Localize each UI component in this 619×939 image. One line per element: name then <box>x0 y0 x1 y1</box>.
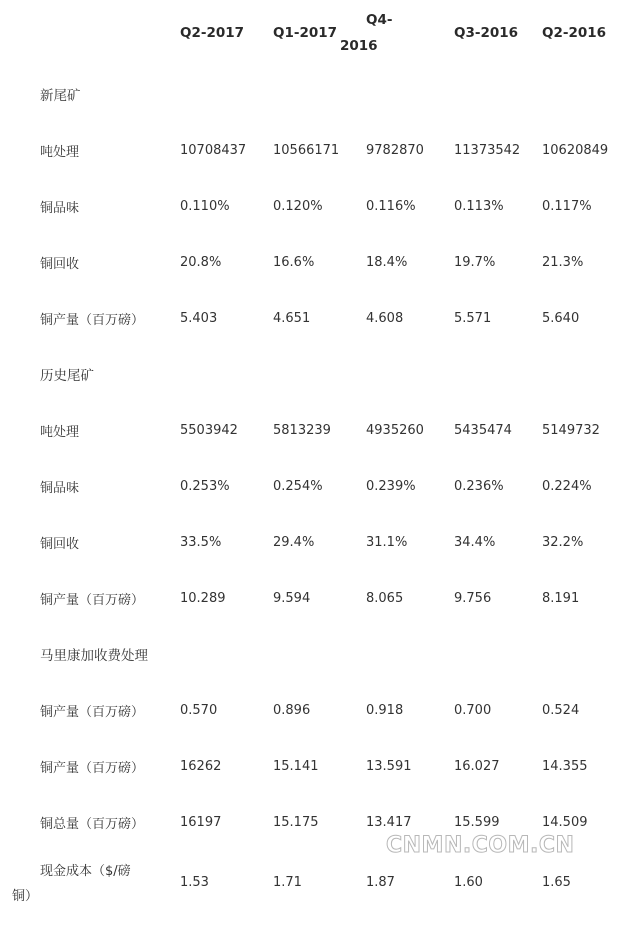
cell-value: 5.640 <box>542 310 580 326</box>
section-row-new-tailings <box>0 66 619 122</box>
cell-value: 18.4% <box>366 254 408 270</box>
header-q2-2017: Q2-2017 <box>180 25 245 41</box>
cell-value: 16262 <box>180 758 222 774</box>
cell-value: 0.700 <box>454 702 492 718</box>
cell-value: 0.239% <box>366 478 416 494</box>
header-q4-top: Q4- <box>366 12 393 28</box>
header-empty-cell <box>0 0 180 66</box>
table-row <box>0 458 619 514</box>
cell-value: 1.87 <box>366 874 395 890</box>
cell-value: 0.896 <box>273 702 311 718</box>
cell-value: 33.5% <box>180 534 222 550</box>
cell-value: 0.113% <box>454 198 504 214</box>
cell-value: 0.117% <box>542 198 592 214</box>
cell-value: 0.918 <box>366 702 404 718</box>
cell-value: 0.254% <box>273 478 323 494</box>
cell-value: 4.651 <box>273 310 311 326</box>
row-label: 铜产量（百万磅） <box>40 704 145 720</box>
section-row-maricunga-toll <box>0 626 619 682</box>
row-label: 铜产量（百万磅） <box>40 592 145 608</box>
cash-cost-label-line1: 现金成本（$/磅 <box>40 864 131 879</box>
cell-value: 31.1% <box>366 534 408 550</box>
row-label: 铜产量（百万磅） <box>40 760 145 776</box>
cell-value: 15.175 <box>273 814 319 830</box>
header-q1-2017: Q1-2017 <box>273 25 338 41</box>
cell-value: 0.524 <box>542 702 580 718</box>
table-row <box>0 234 619 290</box>
table-row <box>0 122 619 178</box>
cell-value: 14.355 <box>542 758 588 774</box>
cell-value: 8.065 <box>366 590 404 606</box>
cell-value: 34.4% <box>454 534 496 550</box>
cell-value: 1.71 <box>273 874 302 890</box>
cell-value: 16197 <box>180 814 222 830</box>
section-title: 马里康加收费处理 <box>40 648 148 664</box>
section-title: 历史尾矿 <box>40 368 94 384</box>
row-label: 铜品味 <box>40 480 80 496</box>
cell-value: 16.6% <box>273 254 315 270</box>
cell-value: 15.599 <box>454 814 500 830</box>
row-label: 吨处理 <box>40 144 80 160</box>
cell-value: 10.289 <box>180 590 226 606</box>
cell-value: 32.2% <box>542 534 584 550</box>
header-q3-2016: Q3-2016 <box>454 25 519 41</box>
cell-value: 8.191 <box>542 590 580 606</box>
cell-value: 21.3% <box>542 254 584 270</box>
cell-value: 9.756 <box>454 590 492 606</box>
cell-value: 19.7% <box>454 254 496 270</box>
table-row <box>0 682 619 738</box>
cell-value: 10708437 <box>180 142 247 158</box>
table-row <box>0 290 619 346</box>
cash-cost-label-line2: 铜） <box>12 889 39 904</box>
cell-value: 5.403 <box>180 310 218 326</box>
cell-value: 9782870 <box>366 142 424 158</box>
section-row-historic-tailings <box>0 346 619 402</box>
table-row <box>0 738 619 794</box>
cell-value: 0.236% <box>454 478 504 494</box>
table-row <box>0 570 619 626</box>
cell-value: 1.60 <box>454 874 483 890</box>
row-label: 铜回收 <box>40 536 80 552</box>
cell-value: 4935260 <box>366 422 424 438</box>
cell-value: 0.570 <box>180 702 218 718</box>
cell-value: 11373542 <box>454 142 521 158</box>
table-row <box>0 178 619 234</box>
cell-value: 13.417 <box>366 814 412 830</box>
row-label: 铜产量（百万磅） <box>40 312 145 328</box>
cell-value: 5149732 <box>542 422 600 438</box>
cell-value: 10620849 <box>542 142 609 158</box>
cell-value: 4.608 <box>366 310 404 326</box>
row-label: 铜品味 <box>40 200 80 216</box>
cell-value: 14.509 <box>542 814 588 830</box>
cash-cost-row <box>0 850 619 914</box>
header-q4-2016 <box>340 0 454 66</box>
cell-value: 16.027 <box>454 758 500 774</box>
section-title: 新尾矿 <box>40 88 81 104</box>
cell-value: 5503942 <box>180 422 238 438</box>
cell-value: 20.8% <box>180 254 222 270</box>
cell-value: 10566171 <box>273 142 340 158</box>
header-q2-2016: Q2-2016 <box>542 25 607 41</box>
header-row <box>0 0 619 66</box>
cell-value: 5.571 <box>454 310 492 326</box>
cell-value: 9.594 <box>273 590 311 606</box>
cash-cost-label <box>0 850 180 914</box>
table-row <box>0 514 619 570</box>
row-label: 铜总量（百万磅） <box>40 816 145 832</box>
cell-value: 13.591 <box>366 758 412 774</box>
cell-value: 5813239 <box>273 422 331 438</box>
cell-value: 1.65 <box>542 874 571 890</box>
row-label: 吨处理 <box>40 424 80 440</box>
cell-value: 29.4% <box>273 534 315 550</box>
watermark-logo: CNMN.COM.CN <box>386 833 575 858</box>
cell-value: 0.120% <box>273 198 323 214</box>
cell-value: 0.110% <box>180 198 230 214</box>
cell-value: 1.53 <box>180 874 209 890</box>
cell-value: 0.224% <box>542 478 592 494</box>
header-q4-bottom: 2016 <box>340 38 378 54</box>
row-label: 铜回收 <box>40 256 80 272</box>
cell-value: 15.141 <box>273 758 319 774</box>
table-row <box>0 402 619 458</box>
cell-value: 0.116% <box>366 198 416 214</box>
cell-value: 0.253% <box>180 478 230 494</box>
cell-value: 5435474 <box>454 422 512 438</box>
